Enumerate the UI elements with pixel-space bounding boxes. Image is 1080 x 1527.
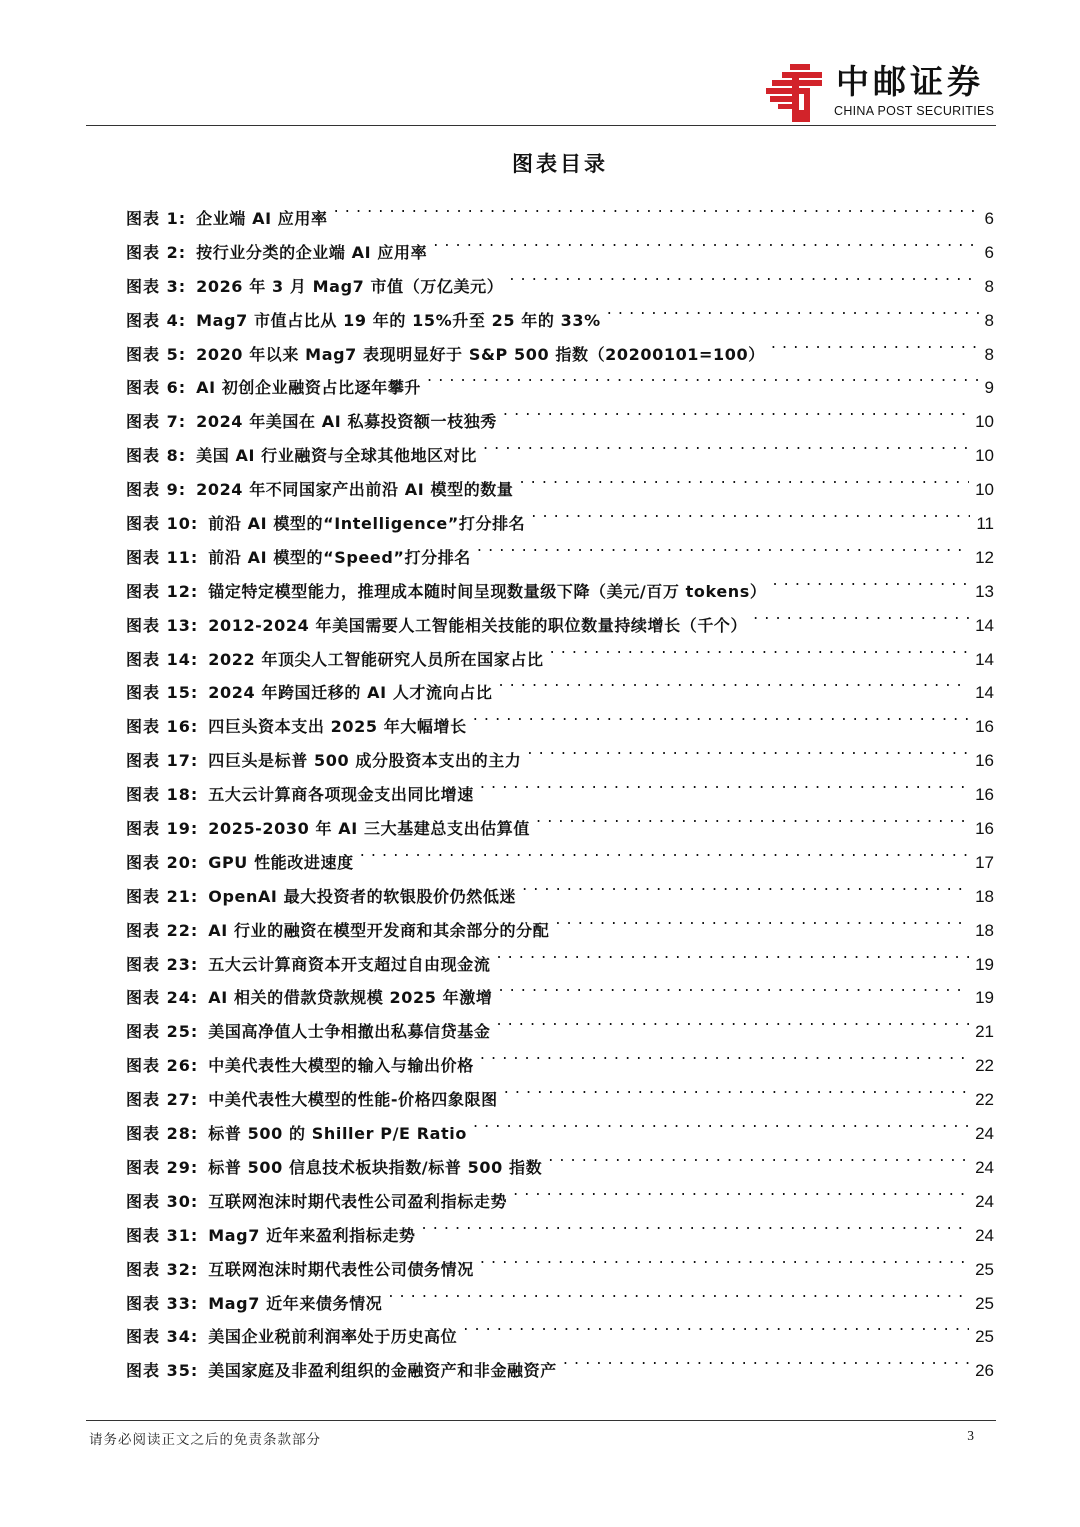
toc-entry-title[interactable]: 锚定特定模型能力，推理成本随时间呈现数量级下降（美元/百万 tokens） <box>208 581 767 601</box>
toc-dot-leader <box>563 1342 969 1376</box>
toc-entry-page[interactable]: 11 <box>976 514 994 534</box>
toc-entry-page[interactable]: 22 <box>975 1056 994 1076</box>
toc-entry-title[interactable]: Mag7 市值占比从 19 年的 15%升至 25 年的 33% <box>196 310 601 330</box>
toc-entry-page[interactable]: 6 <box>984 242 994 262</box>
brand-name-cn: 中邮证券 <box>836 62 984 101</box>
toc-entry-page[interactable]: 19 <box>975 988 994 1008</box>
toc-dot-leader <box>607 292 979 326</box>
toc-dot-leader <box>427 359 979 393</box>
toc-dot-leader <box>496 1003 969 1037</box>
toc-entry-label: 图表 26: <box>126 1056 199 1076</box>
toc-entry-page[interactable]: 8 <box>984 344 994 364</box>
toc-dot-leader <box>473 698 969 732</box>
toc-entry-label: 图表 7: <box>126 412 187 432</box>
toc-entry-label: 图表 19: <box>126 819 199 839</box>
toc-entry-label: 图表 24: <box>126 988 199 1008</box>
toc-entry-page[interactable]: 17 <box>975 852 994 872</box>
toc-entry-page[interactable]: 16 <box>975 751 994 771</box>
footer-divider <box>86 1420 996 1421</box>
toc-entry-label: 图表 29: <box>126 1157 199 1177</box>
toc-entry-label: 图表 2: <box>126 242 187 262</box>
toc-entry-title[interactable]: 美国企业税前利润率处于历史高位 <box>208 1327 458 1347</box>
toc-entry-title[interactable]: 美国 AI 行业融资与全球其他地区对比 <box>196 446 477 466</box>
toc-entry-title[interactable]: 五大云计算商各项现金支出同比增速 <box>208 785 474 805</box>
page-title: 图表目录 <box>512 151 608 176</box>
toc-entry-page[interactable]: 18 <box>975 886 994 906</box>
toc-entry-page[interactable]: 24 <box>975 1225 994 1245</box>
toc-entry-title[interactable]: 互联网泡沫时期代表性公司盈利指标走势 <box>208 1191 508 1211</box>
toc-entry-title[interactable]: 2024 年美国在 AI 私募投资额一枝独秀 <box>196 412 497 432</box>
toc-entry-label: 图表 15: <box>126 683 199 703</box>
table-of-figures <box>126 190 994 1381</box>
toc-entry-page[interactable]: 8 <box>984 310 994 330</box>
toc-entry-label: 图表 3: <box>126 276 187 296</box>
toc-entry-title[interactable]: 四巨头是标普 500 成分股资本支出的主力 <box>208 751 522 771</box>
toc-dot-leader <box>334 190 979 224</box>
toc-entry-page[interactable]: 12 <box>975 547 994 567</box>
toc-entry-title[interactable]: 2024 年不同国家产出前沿 AI 模型的数量 <box>196 480 514 500</box>
toc-entry-title[interactable]: 2026 年 3 月 Mag7 市值（万亿美元） <box>196 276 504 296</box>
toc-dot-leader <box>498 969 969 1003</box>
toc-dot-leader <box>360 834 969 868</box>
toc-entry-label: 图表 16: <box>126 717 199 737</box>
toc-entry-label: 图表 23: <box>126 954 199 974</box>
toc-dot-leader <box>550 631 970 665</box>
toc-dot-leader <box>483 427 969 461</box>
toc-entry-title[interactable]: GPU 性能改进速度 <box>208 852 354 872</box>
toc-entry-label: 图表 20: <box>126 852 199 872</box>
toc-entry-label: 图表 14: <box>126 649 199 669</box>
toc-dot-leader <box>498 664 969 698</box>
toc-dot-leader <box>548 1139 969 1173</box>
toc-entry-label: 图表 4: <box>126 310 187 330</box>
toc-entry-page[interactable]: 24 <box>975 1157 994 1177</box>
toc-dot-leader <box>513 1173 969 1207</box>
toc-entry-page[interactable]: 19 <box>975 954 994 974</box>
toc-entry-page[interactable]: 14 <box>975 683 994 703</box>
toc-entry-page[interactable]: 14 <box>975 615 994 635</box>
toc-entry-title[interactable]: 美国高净值人士争相撤出私募信贷基金 <box>208 1022 491 1042</box>
header-divider <box>86 125 996 126</box>
toc-entry-label: 图表 10: <box>126 514 199 534</box>
toc-dot-leader <box>433 224 978 258</box>
footer-page-number: 3 <box>967 1428 974 1443</box>
toc-entry-title[interactable]: 前沿 AI 模型的“Speed”打分排名 <box>208 547 471 567</box>
china-post-logo-icon <box>766 64 826 122</box>
toc-entry-page[interactable]: 13 <box>975 581 994 601</box>
toc-entry-page[interactable]: 21 <box>975 1022 994 1042</box>
toc-dot-leader <box>496 936 969 970</box>
toc-entry-title[interactable]: OpenAI 最大投资者的软银股价仍然低迷 <box>208 886 517 906</box>
toc-dot-leader <box>504 1071 969 1105</box>
toc-entry-label: 图表 28: <box>126 1124 199 1144</box>
toc-entry-page[interactable]: 25 <box>975 1259 994 1279</box>
toc-entry-title[interactable]: 五大云计算商资本开支超过自由现金流 <box>208 954 491 974</box>
page-header <box>0 0 1080 130</box>
toc-entry[interactable] <box>126 190 994 228</box>
toc-entry-label: 图表 33: <box>126 1293 199 1313</box>
toc-entry-label: 图表 34: <box>126 1327 199 1347</box>
toc-dot-leader <box>503 393 969 427</box>
toc-entry-label: 图表 8: <box>126 446 187 466</box>
toc-dot-leader <box>509 258 978 292</box>
toc-dot-leader <box>772 563 969 597</box>
toc-dot-leader <box>480 1241 969 1275</box>
toc-entry-page[interactable]: 16 <box>975 819 994 839</box>
toc-entry-page[interactable]: 8 <box>984 276 994 296</box>
toc-entry-label: 图表 6: <box>126 378 187 398</box>
toc-dot-leader <box>536 800 969 834</box>
toc-entry-label: 图表 17: <box>126 751 199 771</box>
toc-dot-leader <box>522 868 969 902</box>
toc-entry-title[interactable]: Mag7 近年来债务情况 <box>208 1293 383 1313</box>
toc-entry-title[interactable]: 标普 500 信息技术板块指数/标普 500 指数 <box>208 1157 543 1177</box>
toc-entry-title[interactable]: AI 相关的借款贷款规模 2025 年激增 <box>208 988 493 1008</box>
toc-entry-title[interactable]: 互联网泡沫时期代表性公司债务情况 <box>208 1259 474 1279</box>
toc-entry-page[interactable]: 10 <box>975 412 994 432</box>
toc-entry-label: 图表 35: <box>126 1361 199 1381</box>
toc-entry-title[interactable]: 中美代表性大模型的输入与输出价格 <box>208 1056 474 1076</box>
toc-dot-leader <box>477 529 969 563</box>
toc-entry-title[interactable]: AI 行业的融资在模型开发商和其余部分的分配 <box>208 920 550 940</box>
toc-entry-title[interactable]: AI 初创企业融资占比逐年攀升 <box>196 378 422 398</box>
toc-entry-label: 图表 21: <box>126 886 199 906</box>
toc-dot-leader <box>480 766 969 800</box>
toc-entry-label: 图表 27: <box>126 1090 199 1110</box>
toc-entry-title[interactable]: 标普 500 的 Shiller P/E Ratio <box>208 1124 467 1144</box>
toc-dot-leader <box>520 461 970 495</box>
toc-entry-title[interactable]: 前沿 AI 模型的“Intelligence”打分排名 <box>208 514 526 534</box>
toc-entry-title[interactable]: 2025-2030 年 AI 三大基建总支出估算值 <box>208 819 531 839</box>
toc-entry-title[interactable]: 按行业分类的企业端 AI 应用率 <box>196 242 428 262</box>
toc-entry-title[interactable]: 企业端 AI 应用率 <box>196 209 328 228</box>
toc-entry-page[interactable]: 16 <box>975 785 994 805</box>
toc-entry-title[interactable]: Mag7 近年来盈利指标走势 <box>208 1225 416 1245</box>
toc-entry-title[interactable]: 中美代表性大模型的性能-价格四象限图 <box>208 1090 498 1110</box>
toc-entry-label: 图表 9: <box>126 480 187 500</box>
toc-dot-leader <box>753 597 969 631</box>
footer-disclaimer: 请务必阅读正文之后的免责条款部分 <box>89 1432 321 1448</box>
toc-dot-leader <box>422 1207 970 1241</box>
toc-entry-title[interactable]: 2024 年跨国迁移的 AI 人才流向占比 <box>208 683 493 703</box>
toc-dot-leader <box>531 495 970 529</box>
toc-entry-page[interactable]: 18 <box>975 920 994 940</box>
toc-entry-title[interactable]: 2012-2024 年美国需要人工智能相关技能的职位数量持续增长（千个） <box>208 615 748 635</box>
toc-entry-page[interactable]: 25 <box>975 1293 994 1313</box>
toc-entry-page[interactable]: 16 <box>975 717 994 737</box>
toc-entry-page[interactable]: 10 <box>975 480 994 500</box>
toc-entry-page[interactable]: 24 <box>975 1191 994 1211</box>
brand-name-en: CHINA POST SECURITIES <box>834 104 995 118</box>
toc-entry-title[interactable]: 四巨头资本支出 2025 年大幅增长 <box>208 717 467 737</box>
toc-dot-leader <box>555 902 969 936</box>
toc-dot-leader <box>388 1275 969 1309</box>
toc-entry-page[interactable]: 26 <box>975 1361 994 1381</box>
toc-entry-page[interactable]: 24 <box>975 1124 994 1144</box>
toc-entry-page[interactable]: 6 <box>984 209 994 228</box>
toc-entry-label: 图表 31: <box>126 1225 199 1245</box>
toc-entry-label: 图表 11: <box>126 547 199 567</box>
toc-dot-leader <box>527 732 969 766</box>
toc-dot-leader <box>771 326 979 360</box>
toc-entry-page[interactable]: 10 <box>975 446 994 466</box>
toc-entry-label: 图表 1: <box>126 209 187 228</box>
toc-entry-label: 图表 32: <box>126 1259 199 1279</box>
toc-dot-leader <box>473 1105 969 1139</box>
toc-entry-page[interactable]: 9 <box>984 378 994 398</box>
toc-entry-page[interactable]: 22 <box>975 1090 994 1110</box>
toc-entry-title[interactable]: 2022 年顶尖人工智能研究人员所在国家占比 <box>208 649 544 669</box>
toc-entry-label: 图表 18: <box>126 785 199 805</box>
toc-entry-label: 图表 13: <box>126 615 199 635</box>
toc-entry-page[interactable]: 25 <box>975 1327 994 1347</box>
toc-entry-label: 图表 25: <box>126 1022 199 1042</box>
toc-entry-page[interactable]: 14 <box>975 649 994 669</box>
toc-dot-leader <box>480 1037 969 1071</box>
toc-entry-label: 图表 12: <box>126 581 199 601</box>
toc-entry-label: 图表 30: <box>126 1191 199 1211</box>
toc-entry-title[interactable]: 美国家庭及非盈利组织的金融资产和非金融资产 <box>208 1361 557 1381</box>
toc-entry-label: 图表 5: <box>126 344 187 364</box>
toc-entry-title[interactable]: 2020 年以来 Mag7 表现明显好于 S&P 500 指数（20200101=100） <box>196 344 765 364</box>
toc-dot-leader <box>463 1308 969 1342</box>
toc-entry-label: 图表 22: <box>126 920 199 940</box>
